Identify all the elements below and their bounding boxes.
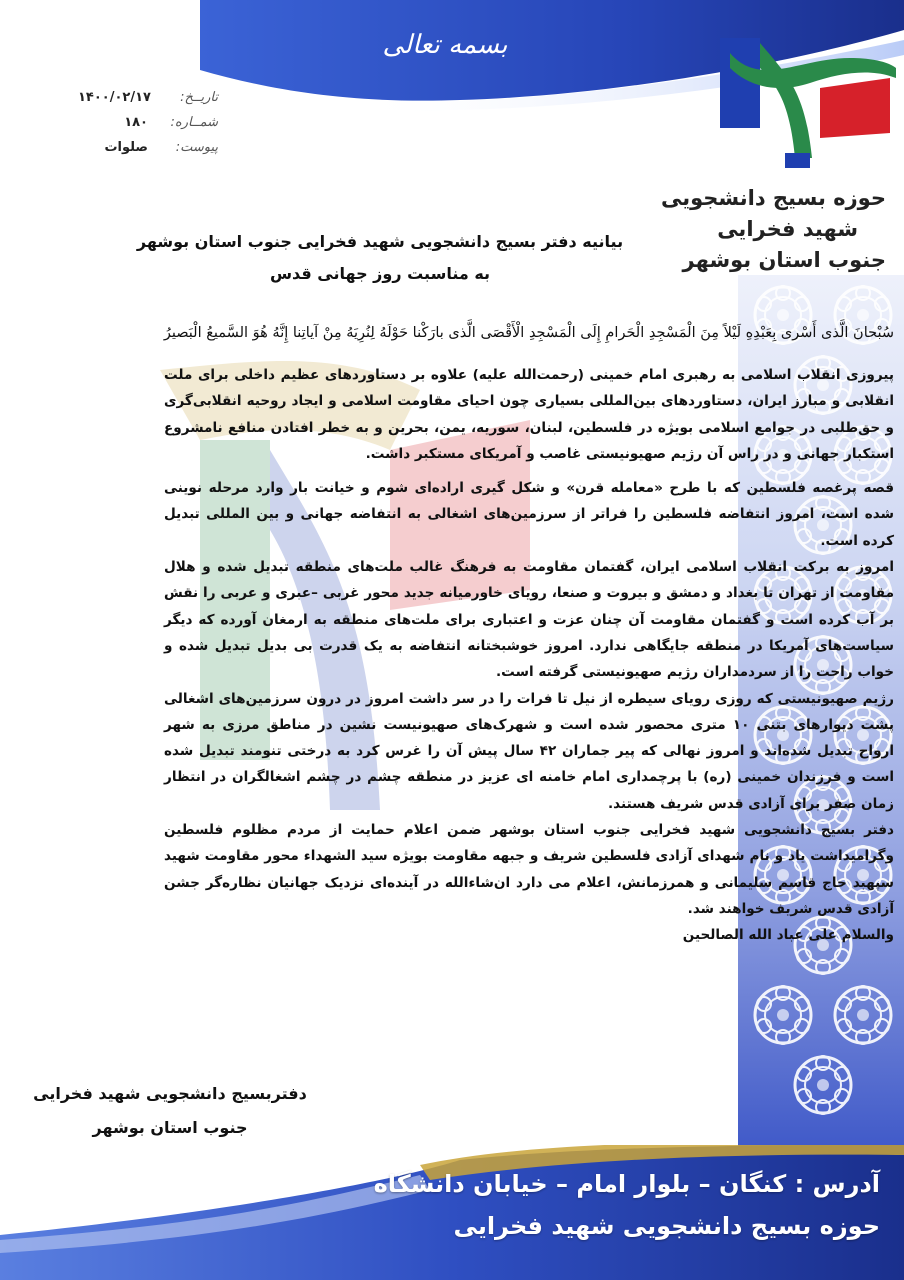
meta-date-row bbox=[78, 85, 218, 110]
number-label: شمــاره: bbox=[170, 115, 218, 130]
quran-verse: سُبْحانَ الَّذی أَسْری بِعَبْدِهِ لَیْلاً مِنَ الْمَسْجِدِ الْحَرامِ إِلَی الْمَسْجِدِ الْأَقْصَی الَّذی بارَکْنا حَوْلَهُ لِنُرِیَهُ مِنْ آیاتِنا إِنَّهُ هُوَ السَّمیعُ الْبَصیرُ bbox=[163, 325, 894, 341]
basij-logo bbox=[700, 18, 896, 178]
signature-block bbox=[20, 1077, 320, 1145]
date-value: ۱۴۰۰/۰۲/۱۷ bbox=[78, 90, 151, 105]
footer-organization: حوزه بسیج دانشجویی شهید فخرایی bbox=[453, 1212, 880, 1240]
paragraph-3: امروز به برکت انقلاب اسلامی ایران، گفتمان مقاومت به فرهنگ غالب ملت‌های منطقه تبدیل شده و هلال مقاومت از تهران تا بغداد و دمشق و بیروت و صنعا، رویای خاورمیانه جدید محور غربی –عبری و عربی را نقش بر آب کرده است و گفتمان مقاومت آن چنان عزت و اعتباری برای ملت‌های منطقه به ارمغان آورده که دیگر سیاست‌های آمریکا در منطقه جایگاهی ندارد. امروز خوشبختانه انتفاضه به یک قدرت بی بدیل تبدیل شده و خواب راحت را از سردمداران رژیم صهیونیستی گرفته است. bbox=[164, 559, 894, 681]
title-line-1: بیانیه دفتر بسیج دانشجویی شهید فخرایی جنوب استان بوشهر bbox=[136, 232, 624, 251]
meta-attachment-row bbox=[78, 135, 218, 160]
paragraph-4: رژیم صهیونیستی که روزی رویای سیطره از نیل تا فرات را در سر داشت امروز در درون سرزمین‌های اشغالی پشت دیوارهای بتنی ۱۰ متری محصور شده است و شهرک‌های صهیونیست نشین در مناطق مرزی به شهر ارواح تبدیل شده‌اند و امروز نهالی که پیر جماران ۴۲ سال پیش آن را غرس کرد به درختی تنومند تبدیل شده است و فرزندان خمینی (ره) با پرچمداری امام خامنه ای عزیز در منطقه چشم در چشم اشغالگران در انتظار زمان صفر برای آزادی قدس شریف هستند. bbox=[164, 690, 895, 812]
signature-line-1: دفتربسیج دانشجویی شهید فخرایی bbox=[33, 1084, 307, 1103]
paragraph-2: قصه پرغصه فلسطین که با طرح «معامله قرن» و شکل گیری اراده‌ای شوم و خیانت بار وارد مرحله نوینی شده است، امروز انتفاضه فلسطین را فراتر از سرزمین‌های اشغالی به انتفاضه جهانی و بین المللی تبدیل کرده است. bbox=[164, 480, 894, 549]
footer-text bbox=[360, 1163, 880, 1247]
meta-number-row bbox=[78, 110, 218, 135]
bismillah-heading: بسمه تعالی bbox=[382, 30, 508, 60]
org-line-2: شهید فخرایی bbox=[717, 217, 858, 241]
organization-header bbox=[660, 183, 886, 276]
title-line-2: به مناسبت روز جهانی قدس bbox=[269, 264, 491, 283]
footer-address: آدرس : کنگان – بلوار امام – خیابان دانشگاه bbox=[373, 1170, 880, 1198]
signature-line-2: جنوب استان بوشهر bbox=[92, 1118, 248, 1137]
paragraph-5: دفتر بسیج دانشجویی شهید فخرایی جنوب استان بوشهر ضمن اعلام حمایت از مردم مظلوم فلسطین وگرامیداشت یاد و نام شهدای آزادی فلسطین شریف و جبهه مقاومت بویژه سید الشهداء محور مقاومت شهید سپهبد حاج قاسم سلیمانی و همرزمانش، اعلام می دارد ان‌شاءالله در آینده‌ای نزدیک جهانیان نظاره‌گر جشن آزادی قدس شریف خواهند شد. bbox=[164, 822, 894, 917]
date-label: تاریــخ: bbox=[180, 90, 218, 105]
org-line-3: جنوب استان بوشهر bbox=[682, 248, 886, 272]
closing-salutation: والسلام علی عباد الله الصالحین bbox=[682, 927, 894, 944]
attachment-value: صلوات bbox=[104, 140, 148, 155]
paragraph-1: پیروزی انقلاب اسلامی به رهبری امام خمینی (رحمت‌الله علیه) علاوه بر دستاوردهای عظیم داخلی برای ملت انقلابی و مبارز ایران، دستاوردهای بین‌المللی بسیاری چون احیای مقاومت اسلامی و ایجاد روحیه انقلابی‌گری و حق‌طلبی در جوامع اسلامی بویژه در فلسطین، لبنان، سوریه، یمن، بحرین و به خطر افتادن منافع نامشروع استکبار جهانی و در راس آن رژیم صهیونیستی غاصب و آمریکای مستکبر داشت. bbox=[164, 367, 894, 462]
org-line-1: حوزه بسیج دانشجویی bbox=[660, 186, 886, 210]
statement-body bbox=[14, 318, 894, 957]
attachment-label: پیوست: bbox=[175, 140, 218, 155]
number-value: ۱۸۰ bbox=[124, 115, 148, 130]
letter-meta bbox=[78, 85, 218, 160]
statement-title bbox=[100, 226, 660, 290]
